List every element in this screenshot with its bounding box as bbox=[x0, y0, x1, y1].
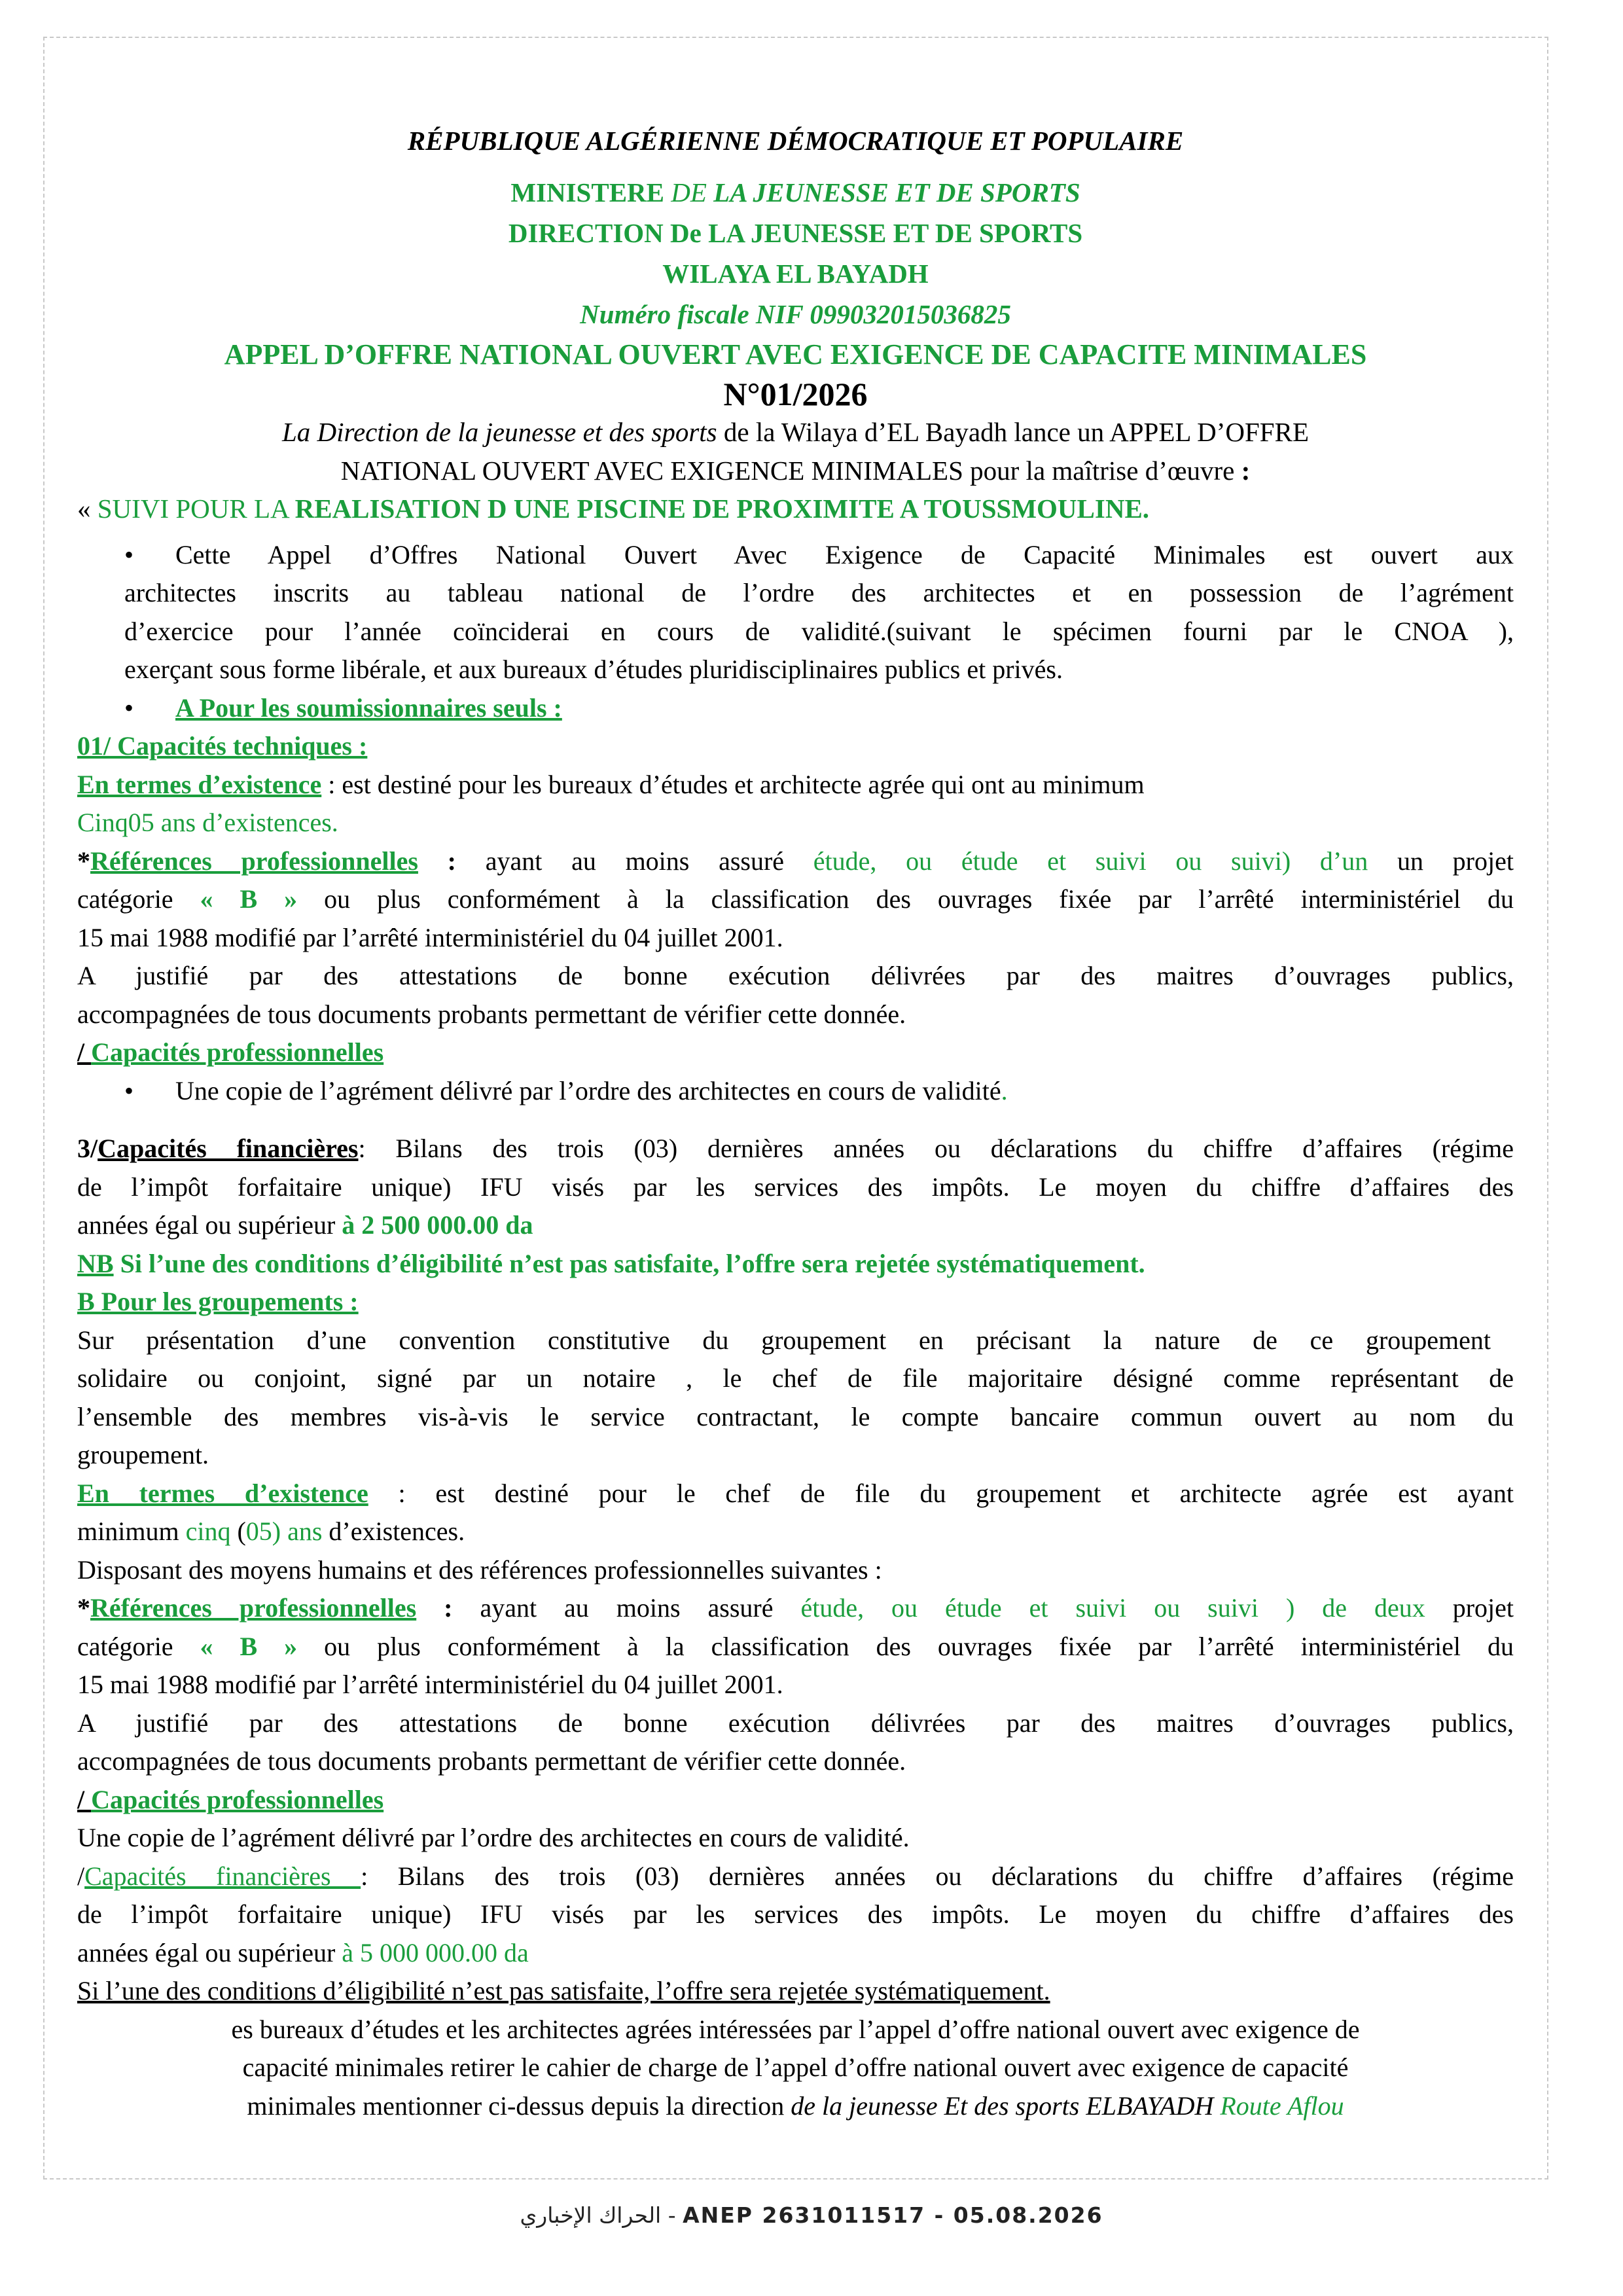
justification-line-1: A justifié par des attestations de bonne exécution délivrées par des maitres d’ouvrages publics, bbox=[77, 961, 1514, 990]
eligibility-line-1: • Cette Appel d’Offres National Ouvert Avec Exigence de Capacité Minimales est ouvert aux bbox=[77, 536, 1514, 575]
eligibility-paragraph bbox=[77, 536, 1514, 689]
footer-publisher: الحراك الإخباري - bbox=[520, 2202, 683, 2228]
republic-heading: RÉPUBLIQUE ALGÉRIENNE DÉMOCRATIQUE ET POPULAIRE bbox=[407, 126, 1184, 156]
group-financial-line-3: années égal ou supérieur à 5 000 000.00 da bbox=[77, 1937, 529, 1967]
group-minimum-years: minimum cinq (05) ans d’existences. bbox=[77, 1516, 465, 1546]
group-justification-line-1: A justifié par des attestations de bonne exécution délivrées par des maitres d’ouvrages publics, bbox=[77, 1708, 1514, 1738]
group-professional-heading: / Capacités professionnelles bbox=[77, 1784, 384, 1814]
references-line: *Références professionnelles : ayant au moins assuré étude, ou étude et suivi ou suivi) d’un un projet bbox=[77, 846, 1514, 876]
group-financial-line-2: de l’impôt forfaitaire unique) IFU visés par les services des impôts. Le moyen du chiffre d’affaires des bbox=[77, 1899, 1514, 1929]
eligibility-line-4: exerçant sous forme libérale, et aux bureaux d’études pluridisciplinaires publics et privés. bbox=[124, 655, 1063, 684]
group-means: Disposant des moyens humains et des références professionnelles suivantes : bbox=[77, 1554, 882, 1585]
bullet: • bbox=[124, 692, 134, 723]
group-category-line: catégorie « B » ou plus conformément à la classification des ouvrages fixée par l’arrêté interministériel du bbox=[77, 1631, 1514, 1661]
tender-title: APPEL D’OFFRE NATIONAL OUVERT AVEC EXIGENCE DE CAPACITE MINIMALES bbox=[224, 338, 1367, 370]
existence-line: En termes d’existence : est destiné pour les bureaux d’études et architecte agrée qui ont au minimum bbox=[77, 769, 1145, 799]
group-line-1: Sur présentation d’une convention constitutive du groupement en précisant la nature de ce groupement bbox=[77, 1325, 1491, 1355]
financial-line-1: 3/Capacités financières: Bilans des trois (03) dernières années ou déclarations du chiffre d’affaires (régime bbox=[77, 1134, 1514, 1163]
category-line: catégorie « B » ou plus conformément à la classification des ouvrages fixée par l’arrêté interministériel du bbox=[77, 884, 1514, 914]
closing-line-2: capacité minimales retirer le cahier de charge de l’appel d’offre national ouvert avec exigence de capacité bbox=[242, 2053, 1349, 2082]
closing-line-3: minimales mentionner ci-dessus depuis la direction de la jeunesse Et des sports ELBAYADH Route Aflou bbox=[247, 2090, 1344, 2121]
eligibility-line-3: d’exercice pour l’année coïnciderai en cours de validité.(suivant le spécimen fourni par le CNOA ), bbox=[124, 616, 1514, 646]
wilaya-line: WILAYA EL BAYADH bbox=[662, 259, 929, 289]
tax-number: Numéro fiscale NIF 099032015036825 bbox=[580, 299, 1011, 329]
eligibility-line-2: architectes inscrits au tableau national de l’ordre des architectes et en possession de l’agrément bbox=[124, 578, 1514, 607]
group-line-3: l’ensemble des membres vis-à-vis le service contractant, le compte bancaire commun ouvert au nom du bbox=[77, 1401, 1514, 1431]
existence-years: Cinq05 ans d’existences. bbox=[77, 808, 338, 837]
groupings-heading: B Pour les groupements : bbox=[77, 1287, 359, 1316]
solo-heading: • A Pour les soumissionnaires seuls : bbox=[77, 689, 1514, 728]
group-line-4: groupement. bbox=[77, 1440, 209, 1469]
bullet: • bbox=[124, 539, 134, 569]
bullet: • bbox=[124, 1075, 134, 1105]
group-professional-item: Une copie de l’agrément délivré par l’ordre des architectes en cours de validité. bbox=[77, 1823, 910, 1852]
group-financial-line-1: /Capacités financières : Bilans des trois (03) dernières années ou déclarations du chiffre d’affaires (régime bbox=[77, 1861, 1514, 1891]
group-justification-line-2: accompagnées de tous documents probants permettant de vérifier cette donnée. bbox=[77, 1746, 906, 1776]
intro-line-2: NATIONAL OUVERT AVEC EXIGENCE MINIMALES pour la maîtrise d’œuvre : bbox=[340, 455, 1251, 486]
financial-line-3: années égal ou supérieur à 2 500 000.00 da bbox=[77, 1210, 533, 1240]
group-references-line: *Références professionnelles : ayant au moins assuré étude, ou étude et suivi ou suivi ) de deux projet bbox=[77, 1593, 1514, 1623]
financial-line-2: de l’impôt forfaitaire unique) IFU visés par les services des impôts. Le moyen du chiffre d’affaires des bbox=[77, 1172, 1514, 1202]
footer bbox=[0, 2202, 1623, 2229]
nb-rejection: NB Si l’une des conditions d’éligibilité n’est pas satisfaite, l’offre sera rejetée systématiquement. bbox=[77, 1248, 1145, 1278]
group-decree-line: 15 mai 1988 modifié par l’arrêté interministériel du 04 juillet 2001. bbox=[77, 1670, 783, 1699]
tender-notice bbox=[77, 108, 1514, 2125]
footer-anep-reference: ANEP 2631011517 - 05.08.2026 bbox=[683, 2202, 1103, 2228]
group-line-2: solidaire ou conjoint, signé par un notaire , le chef de file majoritaire désigné comme représentant de bbox=[77, 1363, 1514, 1393]
professional-capacities-heading: / Capacités professionnelles bbox=[77, 1037, 384, 1067]
closing-line-1: es bureaux d’études et les architectes agrées intéressées par l’appel d’offre national ouvert avec exigence de bbox=[231, 2014, 1360, 2044]
tender-number: N°01/2026 bbox=[723, 376, 868, 412]
professional-capacities-item: • Une copie de l’agrément délivré par l’ordre des architectes en cours de validité. bbox=[77, 1072, 1514, 1111]
ministry-line: MINISTERE DE LA JEUNESSE ET DE SPORTS bbox=[510, 177, 1080, 207]
direction-line: DIRECTION De LA JEUNESSE ET DE SPORTS bbox=[508, 218, 1083, 248]
technical-capacities-heading: 01/ Capacités techniques : bbox=[77, 731, 368, 761]
project-title: « SUIVI POUR LA REALISATION D UNE PISCINE DE PROXIMITE A TOUSSMOULINE. bbox=[77, 493, 1150, 524]
group-existence-line: En termes d’existence : est destiné pour le chef de file du groupement et architecte agrée est ayant bbox=[77, 1478, 1514, 1508]
justification-line-2: accompagnées de tous documents probants permettant de vérifier cette donnée. bbox=[77, 999, 906, 1029]
decree-line: 15 mai 1988 modifié par l’arrêté interministériel du 04 juillet 2001. bbox=[77, 922, 783, 952]
group-rejection: Si l’une des conditions d’éligibilité n’est pas satisfaite, l’offre sera rejetée systématiquement. bbox=[77, 1976, 1050, 2005]
intro-line-1: La Direction de la jeunesse et des sports de la Wilaya d’EL Bayadh lance un APPEL D’OFFRE bbox=[281, 417, 1310, 447]
